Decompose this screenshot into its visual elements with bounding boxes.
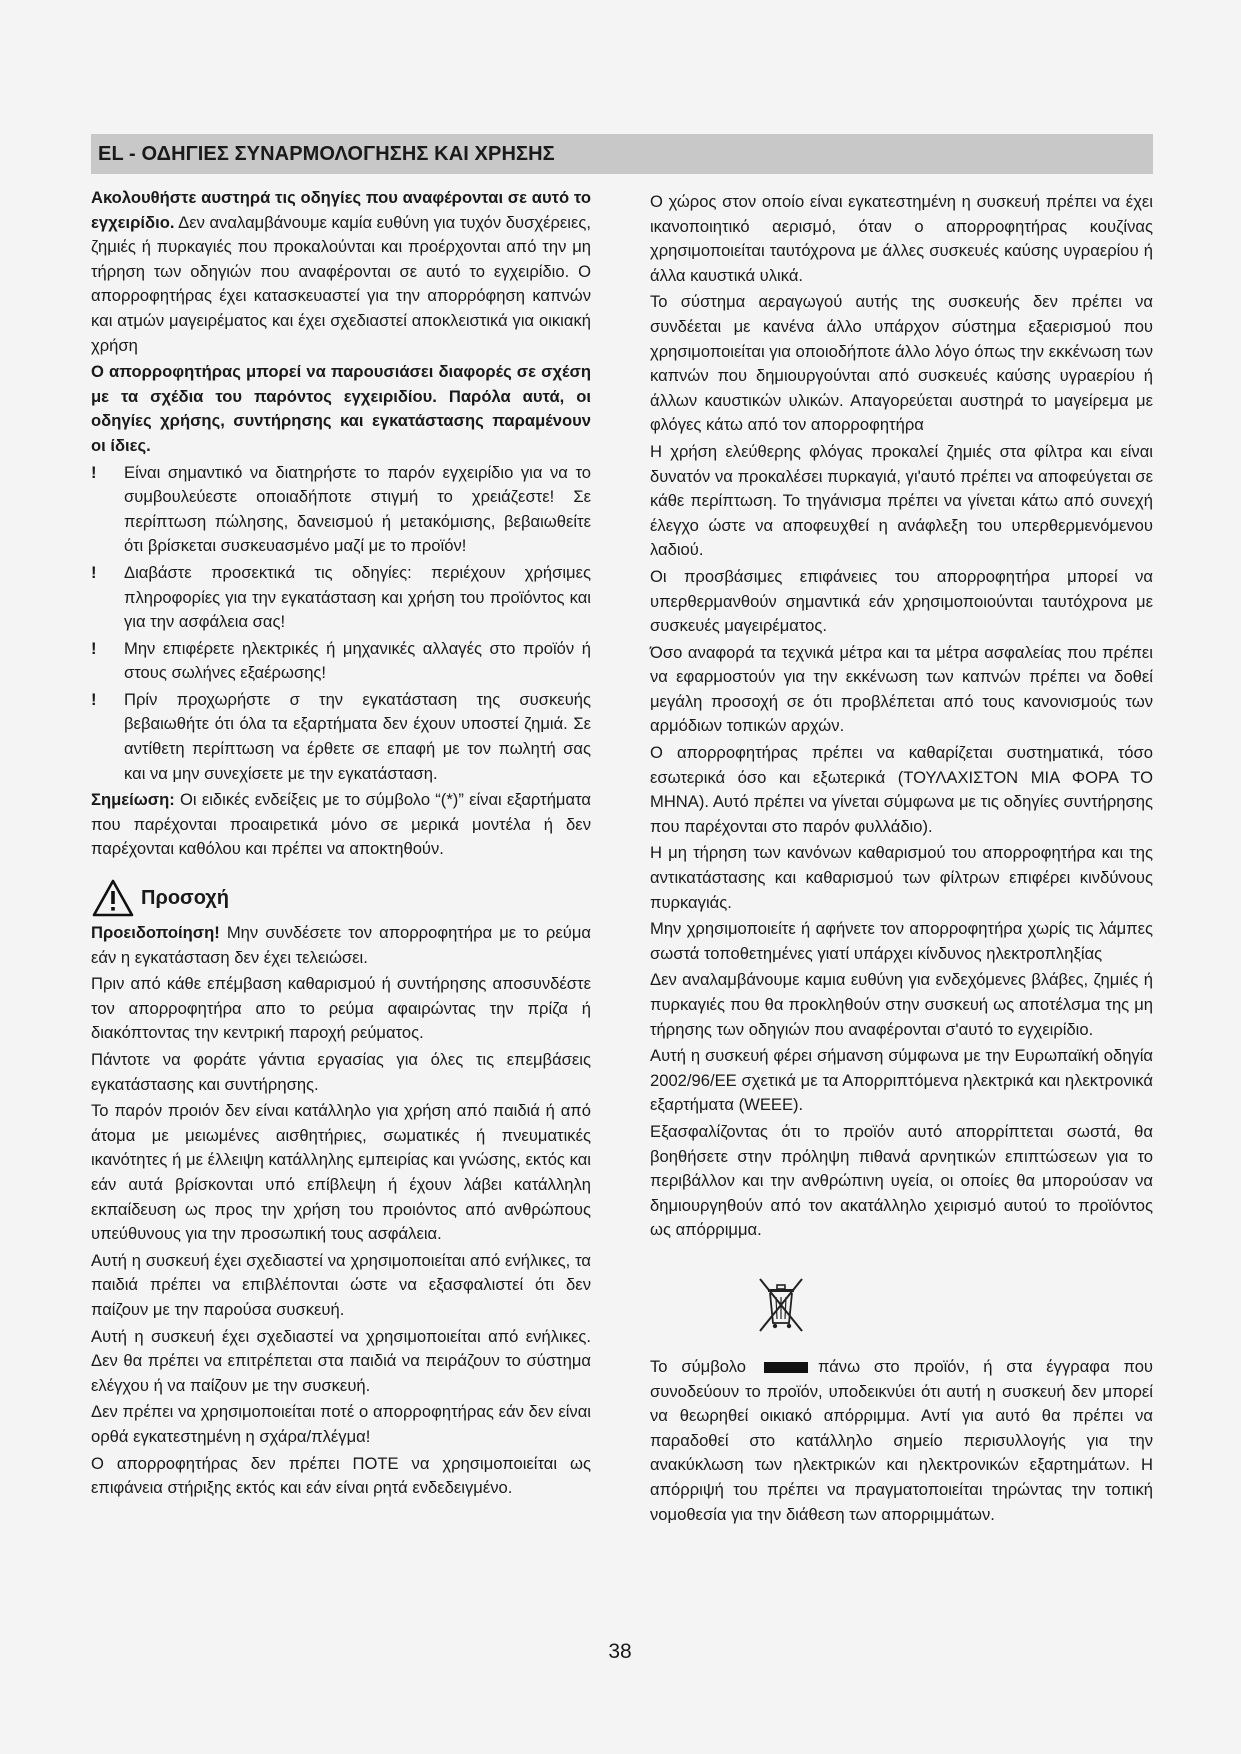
warning-text: Είναι σημαντικό να διατηρήστε το παρόν εγχειρίδιο για να το συμβουλεύεστε οποιαδήποτε στιγμή το χρειάζεστε! Σε περίπτωση πώλησης, δανεισμού ή μετακόμισης, βεβαιωθείτε ότι βρίσκεται συσκευασμένο μαζί με το προϊόν! [124, 462, 591, 556]
caution-title: Προσοχή [141, 886, 229, 909]
info-paragraph: Εξασφαλίζοντας ότι το προϊόν αυτό απορρίπτεται σωστά, θα βοηθήσετε στην πρόληψη πιθανά αρνητικών επιπτώσεων για το περιβάλλον και την ανθρώπινη υγεία, οι οποίες θα μπορούσαν να δημιουργηθούν από τον ακατάλληλο χειρισμό αυτού το προϊόντος ως απόρριμμα. [650, 1121, 1153, 1240]
warning-paragraph [91, 921, 591, 970]
info-paragraph: Η μη τήρηση των κανόνων καθαρισμού του απορροφητήρα και της αντικατάστασης και καθαρισμού των φίλτρων επιφέρει κινδύνους πυρκαγιάς. [650, 843, 1153, 912]
exclamation-icon: ! [91, 638, 97, 658]
intro-paragraph [91, 186, 591, 358]
warning-label: Προειδοποίηση! [91, 923, 220, 943]
caution-heading [91, 878, 591, 918]
safety-paragraph: Πάντοτε να φοράτε γάντια εργασίας για όλες τις επεμβάσεις εγκατάστασης και συντήρησης. [91, 1050, 591, 1094]
warning-item [91, 461, 591, 559]
info-paragraph: Όσο αναφορά τα τεχνικά μέτρα και τα μέτρα ασφαλείας που πρέπει να εφαρμοστούν για την εκκένωση των καπνών πρέπει να δοθεί μεγάλη προσοχή σε ότι προβλέπεται από τους κανονισμούς των αρμόδιων τοπικών αρχών. [650, 642, 1153, 736]
safety-paragraph: Ο απορροφητήρας δεν πρέπει ΠΟΤΕ να χρησιμοποιείται ως επιφάνεια στήριξης εκτός και εάν είναι ρητά ενδεδειγμένο. [91, 1453, 591, 1498]
info-paragraph: Η χρήση ελεύθερης φλόγας προκαλεί ζημιές στα φίλτρα και είναι δυνατόν να προκαλέσει πυρκαγιά, γι'αυτό πρέπει να αποφεύγεται σε κάθε περίπτωση. Το τηγάνισμα πρέπει να γίνεται κάτω από συνεχή έλεγχο ώστε να αποφευχθεί η ανάφλεξη του υπερθερμενόμενου λαδιού. [650, 441, 1153, 560]
note-label: Σημείωση: [91, 790, 175, 810]
info-paragraph: Ο απορροφητήρας πρέπει να καθαρίζεται συστηματικά, τόσο εσωτερικά όσο και εξωτερικά (ΤΟΥΛΑΧΙΣΤΟΝ ΜΙΑ ΦΟΡΑ ΤΟ ΜΗΝΑ). Αυτό πρέπει να γίνεται σύμφωνα με τις οδηγίες συντήρησης που παρέχονται στο παρόν φυλλάδιο). [650, 743, 1153, 836]
safety-paragraph: Πριν από κάθε επέμβαση καθαρισμού ή συντήρησης αποσυνδέστε τον απορροφητήρα απο το ρεύμα αφαιρώντας την πρίζα ή διακόπτοντας την κεντρική παροχή ρεύματος. [91, 974, 591, 1043]
crossed-out-bin-icon [756, 1275, 806, 1335]
right-column [650, 190, 1153, 1529]
section-header: EL - ΟΔΗΓΙΕΣ ΣΥΝΑΡΜΟΛΟΓΗΣΗΣ ΚΑΙ ΧΡΗΣΗΣ [91, 134, 1153, 174]
info-paragraph: Δεν αναλαμβάνουμε καμια ευθύνη για ενδεχόμενες βλάβες, ζημιές ή πυρκαγιές που θα προκληθούν στην συσκευή ως αποτέλσμα της μη τήρησης των οδηγιών που αναφέρονται σ'αυτό το εγχειρίδιο. [650, 970, 1153, 1039]
warning-body: Μην συνδέσετε τον απορροφητήρα με το ρεύμα εάν η εγκατάσταση δεν έχει τελειώσει. [91, 923, 591, 967]
warning-text: Μην επιφέρετε ηλεκτρικές ή μηχανικές αλλαγές στο προϊόν ή στους σωλήνες εξαέρωσης! [124, 638, 591, 683]
note-paragraph [91, 788, 591, 862]
info-paragraph: Το σύστημα αεραγωγού αυτής της συσκευής δεν πρέπει να συνδέεται με κανένα άλλο υπάρχον σύστημα εξαερισμού που χρησιμοποιείται για οποιοδήποτε άλλο λόγο όπως την εκκένωση των καπνών που δημιουργούνται από συσκευές καύσης υγραερίου ή άλλων καυστικών υλικών. Απαγορεύεται αυστηρά το μαγείρεμα με φλόγες κάτω από τον απορροφητήρα [650, 292, 1153, 435]
warning-text: Διαβάστε προσεκτικά τις οδηγίες: περιέχουν χρήσιμες πληροφορίες για την εγκατάσταση και χρήση του προϊόντος και για την ασφάλεια σας! [124, 562, 591, 632]
symbol-text-before: Το σύμβολο [650, 1356, 746, 1376]
symbol-paragraph [650, 1355, 1153, 1527]
symbol-text-after: πάνω στο προϊόν, ή στα έγγραφα που συνοδεύουν το προϊόν, υποδεικνύει ότι αυτή η συσκευή δεν μπορεί να θεωρηθεί οικιακό απόρριμμα. Αντί για αυτό θα πρέπει να παραδοθεί στο κατάλληλο σημείο περισυλλογής για την ανακύκλωση των ηλεκτρικών και ηλεκτρονικών εξαρτημάτων. Η απόρριψή του πρέπει να πραγματοποιείται τηρώντας την τοπική νομοθεσία για την διάθεση των απορριμμάτων. [650, 1356, 1153, 1524]
safety-paragraph: Δεν πρέπει να χρησιμοποιείται ποτέ ο απορροφητήρας εάν δεν είναι ορθά εγκατεστημένη η σχάρα/πλέγμα! [91, 1402, 591, 1446]
info-paragraph: Αυτή η συσκευή φέρει σήμανση σύμφωνα με την Ευρωπαϊκή οδηγία 2002/96/ΕΕ σχετικά με τα Απορριπτόμενα ηλεκτρικά και ηλεκτρονικά εξαρτήματα (WEEE). [650, 1046, 1153, 1115]
exclamation-icon: ! [91, 689, 97, 709]
info-paragraph: Μην χρησιμοποιείτε ή αφήνετε τον απορροφητήρα χωρίς τις λάμπες σωστά τοποθετημένες γιατί υπάρχει κίνδυνος ηλεκτροπληξίας [650, 919, 1153, 963]
warning-triangle-icon [91, 878, 135, 918]
black-bar-icon [764, 1362, 808, 1373]
note-text: Οι ειδικές ενδείξεις με το σύμβολο “(*)” είναι εξαρτήματα που παρέχονται προαιρετικά μόνο σε μερικά μοντέλα ή δεν παρέχονται καθόλου και πρέπει να αποκτηθούν. [91, 790, 591, 859]
safety-paragraph: Αυτή η συσκευή έχει σχεδιαστεί να χρησιμοποιείται από ενήλικες, τα παιδιά πρέπει να επιβλέπονται ώστε να εξασφαλιστεί ότι δεν παίζουν με την παρούσα συσκευή. [91, 1250, 591, 1319]
safety-paragraph: Αυτή η συσκευή έχει σχεδιαστεί να χρησιμοποιείται από ενήλικες. Δεν θα πρέπει να επιτρέπεται στα παιδιά να πειράζουν το σύστημα ελέγχου ή να παίζουν με την συσκευή. [91, 1326, 591, 1395]
exclamation-icon: ! [91, 562, 97, 582]
info-paragraph: Ο χώρος στον οποίο είναι εγκατεστημένη η συσκευή πρέπει να έχει ικανοποιητικό αερισμό, όταν ο απορροφητήρας κουζίνας χρησιμοποιείται ταυτόχρονα με άλλες συσκευές καύσης υγραερίου ή άλλα καυστικά υλικά. [650, 192, 1153, 285]
safety-paragraph: Το παρόν προιόν δεν είναι κατάλληλο για χρήση από παιδιά ή από άτομα με μειωμένες αισθητήριες, σωματικές ή πνευματικές ικανότητες ή με έλλειψη κατάλληλης εμπειρίας και γνώσης, εκτός και εάν αυτά βρίσκονται υπό επίβλεψη ή έχουν λάβει κατάλληλη εκπαίδευση ως προς την χρήση του προιόντος από ανθρώπους υπεύθυνους για την προσωπική τους ασφάλεια. [91, 1101, 591, 1244]
warning-text: Πρίν προχωρήστε σ την εγκατάσταση της συσκευής βεβαιωθήτε ότι όλα τα εξαρτήματα δεν έχουν υποστεί ζημιά. Σε αντίθετη περίπτωση να έρθετε σε επαφή με τον πωλητή σας και να μην συνεχίσετε με την εγκατάσταση. [124, 689, 591, 783]
intro-bold: Ακολουθήστε αυστηρά τις οδηγίες που αναφέρονται σε αυτό το εγχειρίδιο. [91, 188, 591, 232]
warning-item [91, 637, 591, 686]
page-number: 38 [608, 1640, 632, 1663]
warning-item [91, 561, 591, 635]
weee-symbol-area [650, 1245, 1153, 1355]
exclamation-icon: ! [91, 462, 97, 482]
info-paragraph: Οι προσβάσιμες επιφάνειες του απορροφητήρα μπορεί να υπερθερμανθούν σημαντικά εάν χρησιμοποιούνται ταυτόχρονα με συσκευές μαγειρέματος. [650, 566, 1153, 636]
intro-text: Δεν αναλαμβάνουμε καμία ευθύνη για τυχόν δυσχέρειες, ζημιές ή πυρκαγιές που προκαλούνται και προέρχονται από την μη τήρηση των οδηγιών που αναφέρονται σε αυτό το εγχειρίδιο. Ο απορροφητήρας έχει κατασκευαστεί για την απορρόφηση καπνών και ατμών μαγειρέματος και έχει σχεδιαστεί αποκλειστικά για οικιακή χρήση [91, 212, 591, 355]
warning-item [91, 688, 591, 786]
variations-paragraph: Ο απορροφητήρας μπορεί να παρουσιάσει διαφορές σε σχέση με τα σχέδια του παρόντος εγχειριδίου. Παρόλα αυτά, οι οδηγίες χρήσης, συντήρησης και εγκατάστασης παραμένουν οι ίδιες. [91, 362, 591, 455]
left-column [91, 186, 591, 1503]
